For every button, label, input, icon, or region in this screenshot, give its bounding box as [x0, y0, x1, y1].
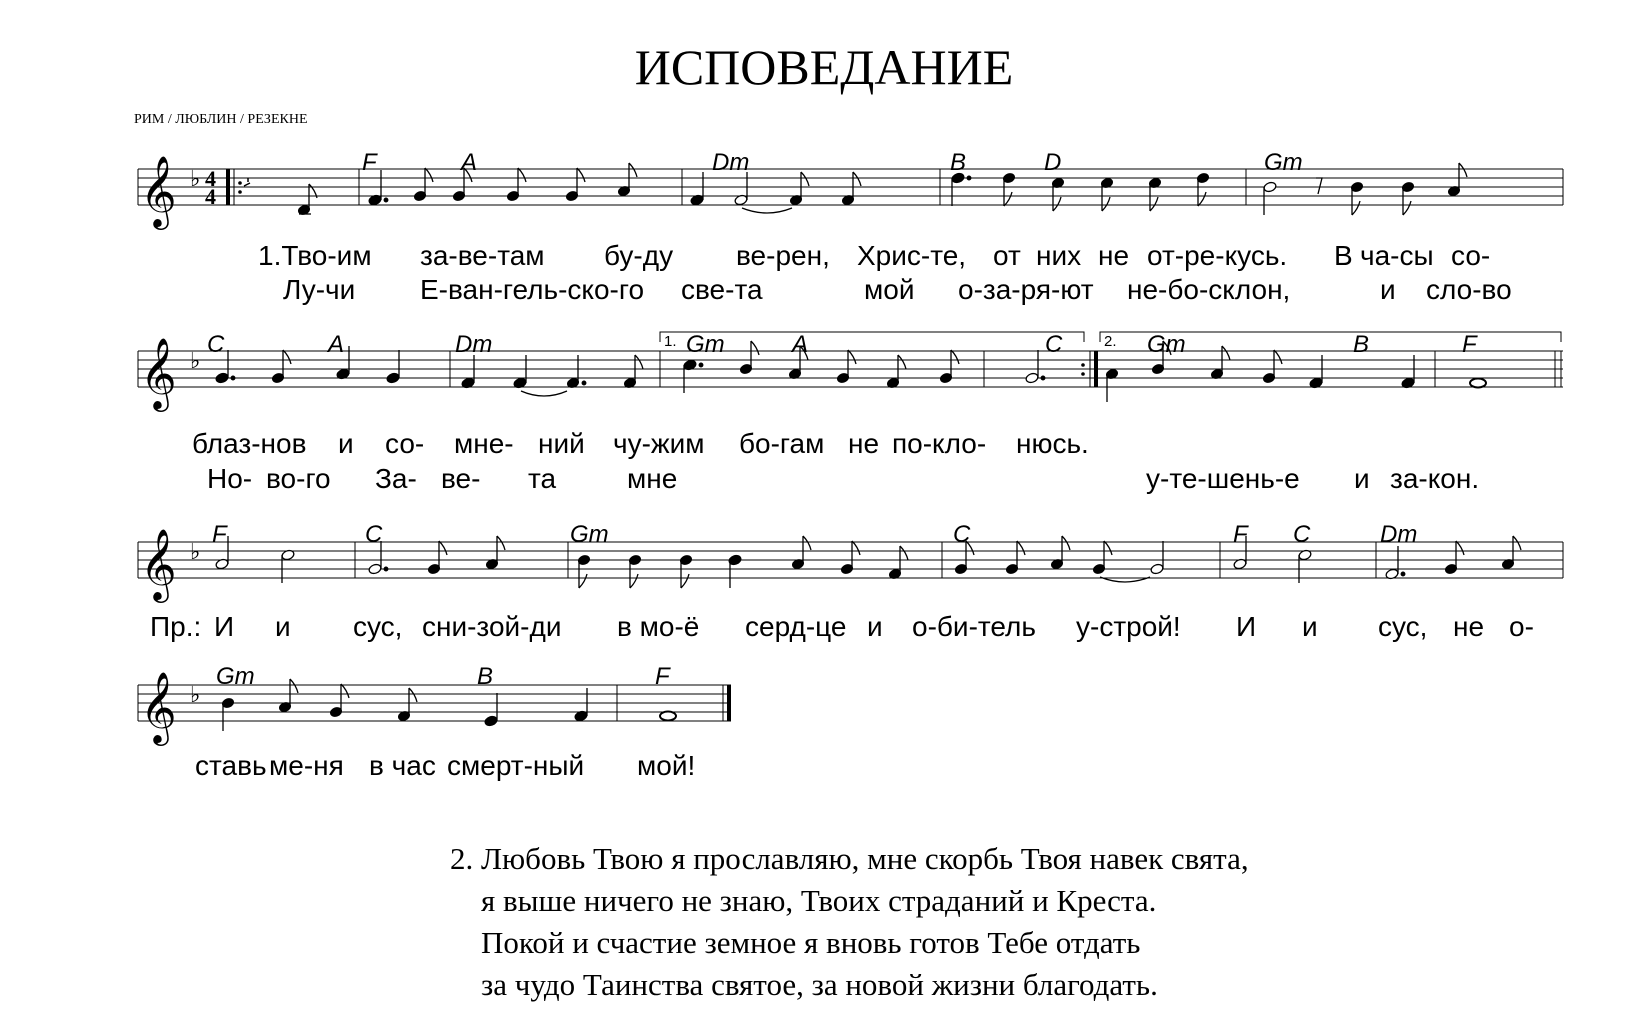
chord: Gm: [686, 331, 725, 358]
verse-2: [450, 838, 1249, 1006]
lyrics-system-1-verse-1: [258, 240, 1490, 271]
treble-clef-icon: 𝄞: [140, 670, 177, 743]
chord: Dm: [455, 331, 493, 358]
svg-text:по-кло-: по-кло-: [892, 428, 987, 459]
svg-text:от: от: [993, 240, 1021, 271]
svg-text:сло-во: сло-во: [1426, 274, 1512, 305]
song-title: ИСПОВЕДАНИЕ: [634, 39, 1014, 95]
treble-clef-icon: 𝄞: [140, 154, 177, 227]
svg-text:мне-: мне-: [454, 428, 514, 459]
notes-system-2: [215, 341, 1486, 402]
svg-text:мой: мой: [864, 274, 915, 305]
svg-text:мне: мне: [627, 463, 678, 494]
svg-text:ний: ний: [538, 428, 585, 459]
svg-text:со-: со-: [1451, 240, 1491, 271]
svg-text:Лу-чи: Лу-чи: [283, 274, 356, 305]
time-sig-bottom: 4: [205, 184, 216, 209]
svg-text:не-бо-склон,: не-бо-склон,: [1127, 274, 1291, 305]
lyrics-system-2-verse-1: [192, 428, 1089, 459]
notes-system-4: [221, 679, 676, 731]
svg-text:та: та: [528, 463, 557, 494]
chord: C: [207, 331, 225, 358]
verse-2-line: 2. Любовь Твою я прославляю, мне скорбь Твоя навек свята,: [450, 841, 1249, 876]
svg-text:в час: в час: [369, 750, 436, 781]
svg-text:чу-жим: чу-жим: [613, 428, 705, 459]
chord: F: [362, 149, 377, 176]
chord: Gm: [1147, 331, 1186, 358]
svg-text:о-: о-: [1509, 611, 1534, 642]
volta-2-label: 2.: [1104, 333, 1117, 350]
lyrics-system-4: [195, 750, 695, 781]
volta-1-label: 1.: [664, 333, 677, 350]
svg-text:бу-ду: бу-ду: [604, 240, 674, 271]
treble-clef-icon: 𝄞: [140, 527, 177, 600]
chord: A: [461, 149, 478, 176]
chord: C: [365, 521, 383, 548]
svg-text:ставь: ставь: [195, 750, 267, 781]
treble-clef-icon: 𝄞: [140, 336, 177, 409]
svg-text:и: и: [275, 611, 291, 642]
svg-text:Е-ван-гель-ско-го: Е-ван-гель-ско-го: [420, 274, 645, 305]
chord: F: [1233, 521, 1248, 548]
svg-text:сни-зой-ди: сни-зой-ди: [422, 611, 562, 642]
chord: C: [1293, 521, 1311, 548]
svg-text:ме-ня: ме-ня: [269, 750, 344, 781]
svg-text:сус,: сус,: [353, 611, 403, 642]
svg-text:сус,: сус,: [1378, 611, 1428, 642]
chord: C: [953, 521, 971, 548]
svg-text:у-те-шень-е: у-те-шень-е: [1146, 463, 1300, 494]
svg-text:у-строй!: у-строй!: [1076, 611, 1181, 642]
notes-system-3: [215, 536, 1521, 588]
lyrics-system-3-refrain: [150, 611, 1534, 642]
svg-text:ча-сы: ча-сы: [1360, 240, 1434, 271]
svg-text:от-ре-кусь.: от-ре-кусь.: [1147, 240, 1288, 271]
svg-text:В: В: [1334, 240, 1353, 271]
svg-text:ве-рен,: ве-рен,: [736, 240, 830, 271]
verse-2-line: за чудо Таинства святое, за новой жизни благодать.: [450, 967, 1158, 1002]
svg-text:1.Тво-им: 1.Тво-им: [258, 240, 372, 271]
svg-text:и: и: [1380, 274, 1396, 305]
svg-text:смерт-ный: смерт-ный: [447, 750, 585, 781]
svg-text:И: И: [1236, 611, 1257, 642]
svg-text:в мо-ё: в мо-ё: [617, 611, 700, 642]
svg-text:нюсь.: нюсь.: [1016, 428, 1089, 459]
chord: F: [1462, 331, 1477, 358]
svg-text:во-го: во-го: [266, 463, 331, 494]
svg-text:серд-це: серд-це: [745, 611, 847, 642]
chord: Gm: [570, 521, 609, 548]
svg-text:со-: со-: [385, 428, 425, 459]
svg-text:за-ве-там: за-ве-там: [420, 240, 545, 271]
svg-text:И: И: [214, 611, 235, 642]
verse-2-line: я выше ничего не знаю, Твоих страданий и Креста.: [450, 883, 1157, 918]
svg-text:за-кон.: за-кон.: [1390, 463, 1480, 494]
time-sig-top: 4: [205, 166, 216, 191]
svg-text:и: и: [338, 428, 354, 459]
flat-icon: ♭: [190, 540, 201, 565]
lyrics-system-2-verse-2: [207, 463, 1479, 494]
staff-system-3: [138, 542, 1563, 578]
verse-2-line: Покой и счастие земное я вновь готов Тебе отдать: [450, 925, 1141, 960]
svg-text:све-та: све-та: [681, 274, 763, 305]
chord: Dm: [712, 149, 750, 176]
chord: Gm: [216, 663, 255, 690]
chord: Dm: [1380, 521, 1418, 548]
svg-text:ве-: ве-: [441, 463, 481, 494]
svg-text:о-за-ря-ют: о-за-ря-ют: [958, 274, 1094, 305]
svg-text:За-: За-: [375, 463, 417, 494]
source-credit: РИМ / ЛЮБЛИН / РЕЗЕКНЕ: [134, 112, 308, 127]
svg-text:Но-: Но-: [207, 463, 253, 494]
chord: Gm: [1264, 149, 1303, 176]
svg-text:мой!: мой!: [637, 750, 696, 781]
chord: B: [477, 663, 494, 690]
flat-icon: ♭: [190, 167, 201, 192]
svg-text:и: и: [1302, 611, 1318, 642]
chord: A: [792, 331, 809, 358]
svg-text:блаз-нов: блаз-нов: [192, 428, 307, 459]
chord: F: [212, 521, 227, 548]
staff-system-2: [138, 332, 1563, 387]
lyrics-system-1-verse-2: [283, 274, 1512, 305]
svg-text:и: и: [867, 611, 883, 642]
chord: B: [950, 149, 967, 176]
flat-icon: ♭: [190, 349, 201, 374]
svg-text:и: и: [1354, 463, 1370, 494]
svg-text:не: не: [848, 428, 880, 459]
svg-text:Хрис-те,: Хрис-те,: [857, 240, 967, 271]
chord: D: [1044, 149, 1062, 176]
svg-text:не: не: [1098, 240, 1130, 271]
chord: B: [1353, 331, 1370, 358]
chord: F: [655, 663, 670, 690]
chord: C: [1045, 331, 1063, 358]
svg-text:бо-гам: бо-гам: [739, 428, 825, 459]
svg-text:о-би-тель: о-би-тель: [912, 611, 1036, 642]
refrain-label: Пр.:: [150, 611, 202, 642]
chord: A: [328, 331, 345, 358]
flat-icon: ♭: [190, 683, 201, 708]
svg-text:них: них: [1036, 240, 1082, 271]
svg-text:не: не: [1453, 611, 1485, 642]
